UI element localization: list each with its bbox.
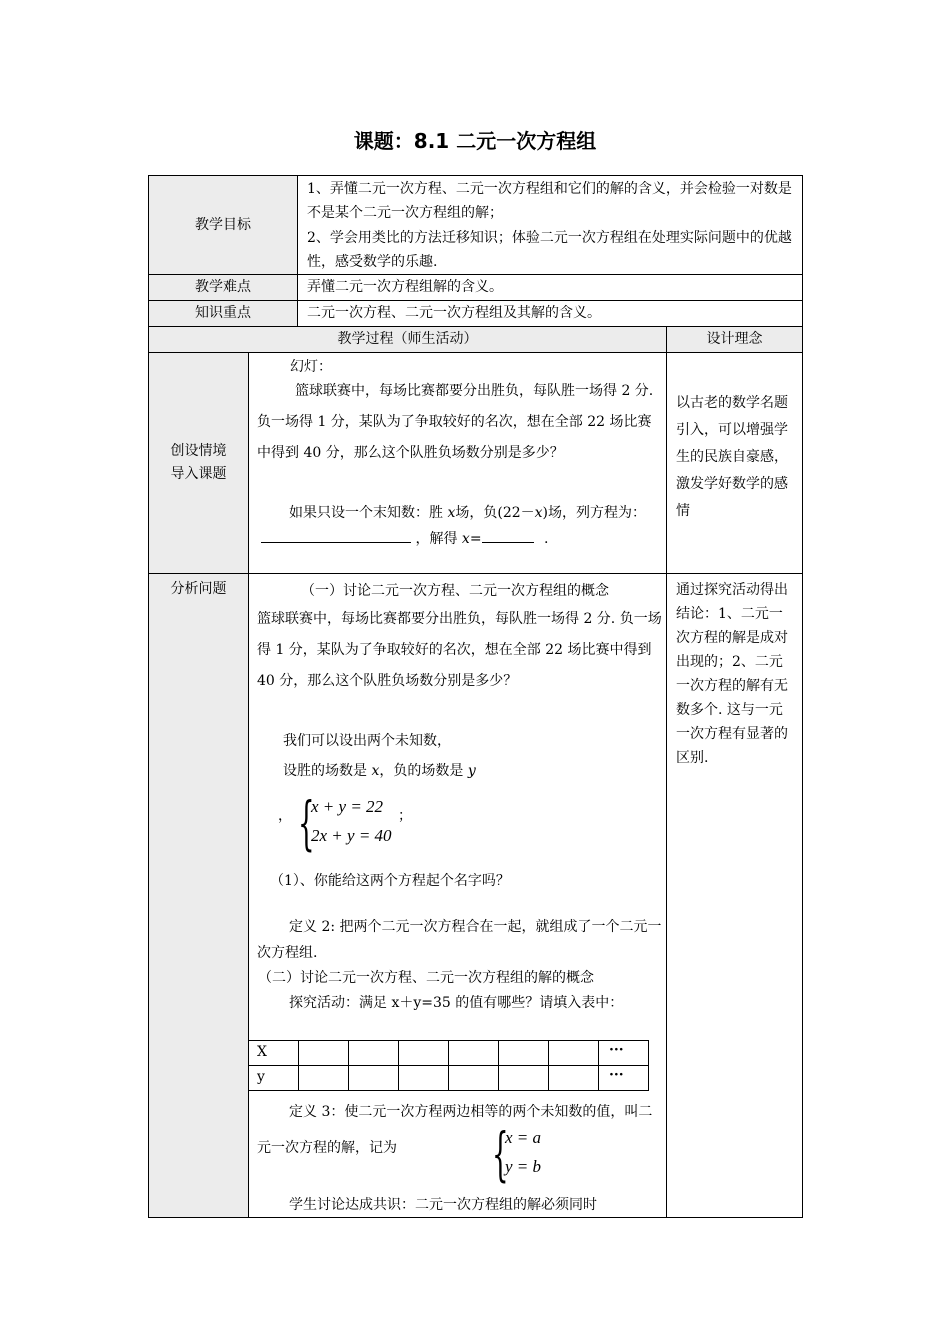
equation-2: 2x + y = 40	[311, 826, 392, 845]
section2-let	[283, 756, 653, 787]
objectives-label: 教学目标	[195, 216, 251, 233]
variable-y: y	[467, 763, 476, 779]
section1-problem	[257, 376, 662, 469]
xy-input-cell[interactable]	[348, 1065, 399, 1091]
section1-one-unknown-a: 如果只设一个末知数：胜	[289, 505, 448, 521]
xy-input-cell[interactable]	[298, 1040, 349, 1066]
xy-input-cell[interactable]	[348, 1040, 399, 1066]
xy-row-x	[248, 1040, 649, 1066]
x-row-label: X	[257, 1044, 267, 1060]
xy-input-cell[interactable]	[548, 1065, 599, 1091]
xy-cell-label	[248, 1040, 299, 1066]
difficulty-text: 弄懂二元一次方程组解的含义。	[307, 279, 503, 295]
let-text-a: 设胜的场数是	[283, 763, 372, 779]
variable-x: x	[447, 505, 456, 521]
section2-heading2: （二）讨论二元一次方程、二元一次方程组的解的概念	[258, 970, 594, 986]
difficulty-label: 教学难点	[195, 279, 251, 295]
xy-input-cell[interactable]	[498, 1065, 549, 1091]
equation-1: x + y = 22	[311, 797, 384, 816]
section2-heading1: （一）讨论二元一次方程、二元一次方程组的概念	[301, 583, 609, 599]
answer-blank[interactable]	[482, 528, 534, 543]
xy-input-cell[interactable]	[298, 1065, 349, 1091]
variable-x: x	[534, 505, 543, 521]
period: .	[544, 531, 549, 547]
system-semicolon: ；	[398, 808, 412, 824]
xy-input-cell[interactable]	[398, 1065, 449, 1091]
objectives-text-1: 1、弄懂二元一次方程、二元一次方程组和它们的解的含义，并会检验一对数是不是某个二元一次方程组的解；	[307, 181, 792, 221]
left-brace: {	[492, 1120, 509, 1188]
xy-input-cell[interactable]	[498, 1040, 549, 1066]
section2-def3: 定义 3：使二元一次方程两边相等的两个未知数的值，叫二元一次方程的解，记为	[257, 1104, 653, 1156]
xy-input-cell[interactable]	[548, 1040, 599, 1066]
section1-label	[148, 440, 249, 486]
section2-design-text: 通过探究活动得出结论：1、二元一次方程的解是成对出现的；2、二元一次方程的解有无数多个. 这与一元一次方程有显著的区别.	[676, 582, 788, 766]
xy-cell-ellipsis	[598, 1040, 649, 1066]
xy-cell-ellipsis	[598, 1065, 649, 1091]
y-row-label: y	[257, 1069, 265, 1085]
design-header: 设计理念	[706, 331, 763, 347]
section2-question1: （1）、你能给这两个方程起个名字吗？	[270, 873, 510, 889]
section2-problem: 篮球联赛中，每场比赛都要分出胜负，每队胜一场得 2 分. 负一场得 1 分，某队为了争取较好的名次，想在全部 22 场比赛中得到 40 分，那么这个队胜负场数分别是多少？	[257, 611, 662, 689]
solution-x: x = a	[505, 1128, 542, 1147]
left-brace: {	[298, 789, 315, 857]
section1-label-line2: 导入课题	[170, 466, 227, 482]
system-comma: ，	[278, 808, 292, 824]
ellipsis: ···	[609, 1067, 624, 1083]
xy-input-cell[interactable]	[448, 1040, 499, 1066]
section1-one-unknown-b: 场，负(22－	[455, 505, 535, 521]
section2-two-unknowns: 我们可以设出两个未知数，	[283, 733, 451, 749]
section2-label-cell	[148, 573, 249, 1218]
section1-one-unknown-c: )场，列方程为：	[542, 505, 647, 521]
section2-consensus: 学生讨论达成共识：二元一次方程组的解必须同时	[289, 1197, 597, 1213]
solution-y: y = b	[505, 1157, 542, 1176]
xy-row-y	[248, 1065, 649, 1091]
xy-cell-label	[248, 1065, 299, 1091]
xy-table	[248, 1040, 649, 1091]
key-points-label: 知识重点	[195, 305, 251, 321]
ellipsis: ···	[609, 1042, 624, 1058]
process-header: 教学过程（师生活动）	[337, 331, 478, 347]
variable-x: x	[461, 531, 470, 547]
section1-problem-text: 篮球联赛中，每场比赛都要分出胜负，每队胜一场得 2 分. 负一场得 1 分，某队为了争取较好的名次，想在全部 22 场比赛中得到 40 分，那么这个队胜负场数分别是多少？	[257, 383, 654, 461]
section2-explore: 探究活动：满足 x＋y=35 的值有哪些？请填入表中：	[289, 995, 624, 1011]
section1-solve-text: ，解得	[415, 531, 462, 547]
section1-label-line1: 创设情境	[170, 443, 227, 459]
objectives-text-2: 2、学会用类比的方法迁移知识；体验二元一次方程组在处理实际问题中的优越性，感受数学的乐趣.	[307, 230, 792, 270]
section1-one-unknown	[257, 500, 662, 552]
section1-slide: 幻灯：	[290, 359, 332, 375]
let-text-b: ，负的场数是	[379, 763, 468, 779]
page-title: 课题：8.1 二元一次方程组	[353, 129, 597, 153]
section2-label: 分析问题	[170, 581, 227, 597]
xy-input-cell[interactable]	[398, 1040, 449, 1066]
variable-x: x	[371, 763, 380, 779]
xy-input-cell[interactable]	[448, 1065, 499, 1091]
equation-blank[interactable]	[261, 528, 411, 543]
equals-sign: =	[469, 531, 482, 547]
section1-design-text: 以古老的数学名题引入，可以增强学生的民族自豪感，激发学好数学的感情	[676, 395, 788, 519]
section2-def2: 定义 2: 把两个二元一次方程合在一起，就组成了一个二元一次方程组.	[257, 919, 662, 961]
key-points-text: 二元一次方程、二元一次方程组及其解的含义。	[307, 305, 601, 321]
